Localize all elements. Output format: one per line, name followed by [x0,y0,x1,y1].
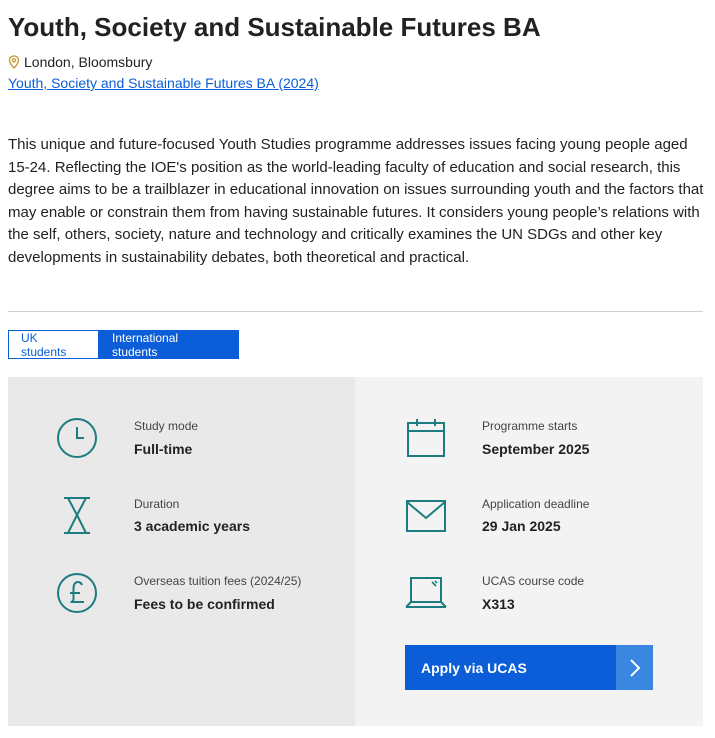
hourglass-icon [56,495,98,537]
location [8,54,152,70]
location-pin-icon [8,55,20,69]
clock-icon [56,417,98,459]
ucas-code-value: X313 [482,596,515,612]
ucas-code-label: UCAS course code [482,574,585,588]
fees-value: Fees to be confirmed [134,596,275,612]
programme-starts-value: September 2025 [482,441,590,457]
student-type-tabs [8,330,239,359]
chevron-right-icon [616,645,653,690]
apply-button-label: Apply via UCAS [421,659,527,676]
application-deadline-label: Application deadline [482,497,590,511]
duration-value: 3 academic years [134,518,250,534]
pound-icon [56,572,98,614]
divider [8,311,703,312]
application-deadline-value: 29 Jan 2025 [482,518,561,534]
location-text: London, Bloomsbury [24,54,153,70]
intro-text: This unique and future-focused Youth Studies programme addresses issues facing young people aged 15-24. Reflecting the IOE's position as the world-leading faculty of education and social research, this degree aims to be a trailblazer in educational innovation on issues surrounding youth and the factors that may enable or constrain them from having sustainable futures. It considers young people’s relations with the self, others, society, nature and technology and critically examines the UN SDGs and other key developments in sustainability debates, both theoretical and practical. [8,136,704,266]
study-mode-label: Study mode [134,419,199,433]
laptop-icon [405,572,447,614]
programme-starts-label: Programme starts [482,419,578,433]
calendar-icon [405,417,447,459]
duration-label: Duration [134,497,180,511]
envelope-icon [405,495,447,537]
apply-via-ucas-button[interactable] [405,645,653,690]
page-title: Youth, Society and Sustainable Futures BA [8,12,541,42]
study-mode-value: Full-time [134,441,193,457]
programme-link[interactable]: Youth, Society and Sustainable Futures BA (2024) [8,75,319,91]
tab-international-students[interactable]: International students [99,330,239,359]
tab-uk-students[interactable]: UK students [8,330,99,359]
fees-label: Overseas tuition fees (2024/25) [134,574,302,588]
